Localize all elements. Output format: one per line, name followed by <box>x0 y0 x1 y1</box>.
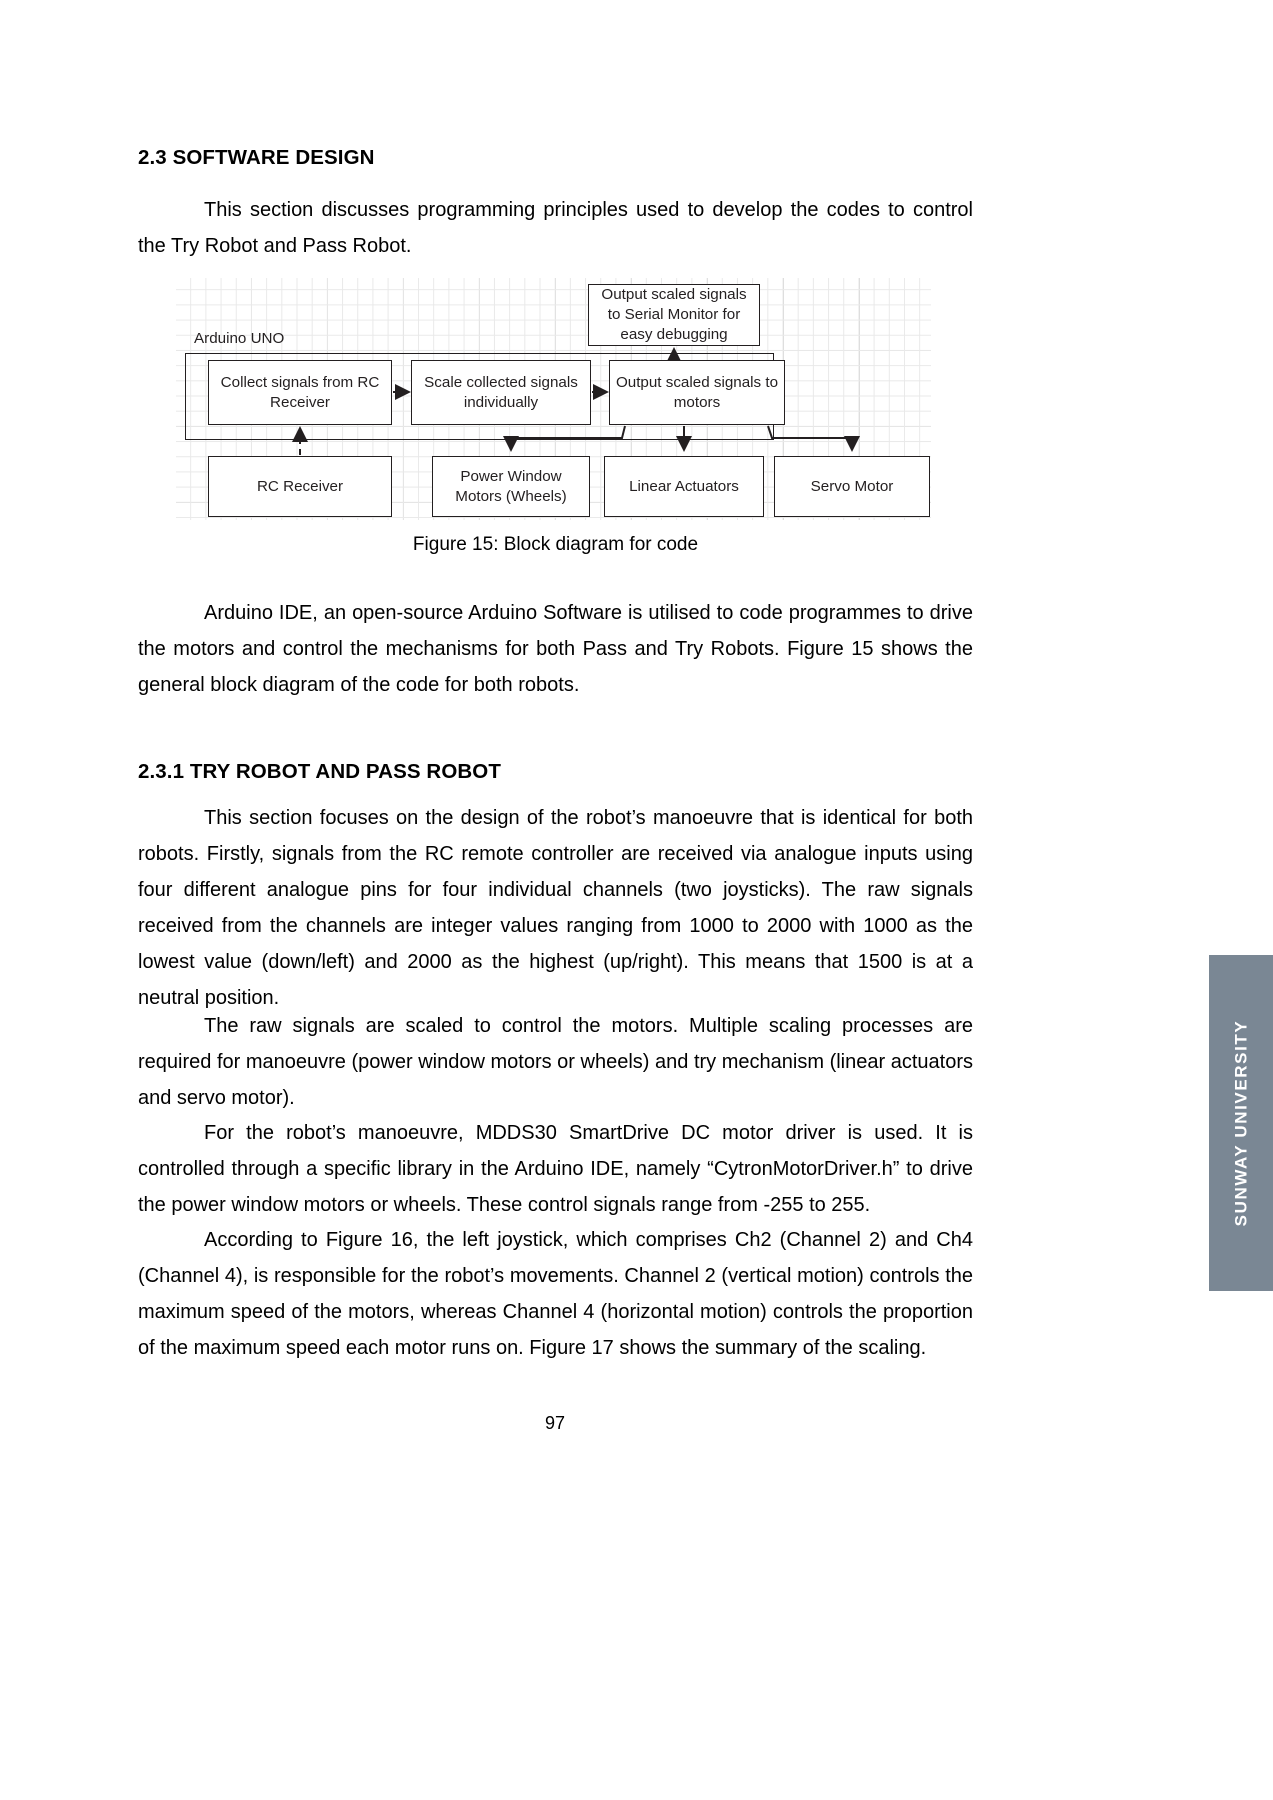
diagram-block-rc-receiver: RC Receiver <box>208 456 392 517</box>
paragraph-intro: This section discusses programming principles used to develop the codes to control the Try Robot and Pass Robot. <box>138 199 973 257</box>
paragraph-mdds30-driver: For the robot’s manoeuvre, MDDS30 SmartDrive DC motor driver is used. It is controlled through a specific library in the Arduino IDE, namely “CytronMotorDriver.h” to drive the power window motors or wheels. These control signals range from -255 to 255. <box>138 1122 973 1216</box>
paragraph-arduino-ide: Arduino IDE, an open-source Arduino Software is utilised to code programmes to drive the motors and control the mechanisms for both Pass and Try Robots. Figure 15 shows the general block diagram of the code for both robots. <box>138 602 973 696</box>
side-tab-label: SUNWAY UNIVERSITY <box>1231 1019 1251 1227</box>
paragraph-figure-16-joystick: According to Figure 16, the left joystick, which comprises Ch2 (Channel 2) and Ch4 (Channel 4), is responsible for the robot’s movements. Channel 2 (vertical motion) controls the maximum speed of the motors, whereas Channel 4 (horizontal motion) controls the proportion of the maximum speed each motor runs on. Figure 17 shows the summary of the scaling. <box>138 1229 973 1359</box>
arduino-uno-label: Arduino UNO <box>194 330 285 347</box>
side-tab-university <box>1209 955 1273 1291</box>
page-number: 97 <box>544 1413 566 1433</box>
diagram-block-servo-motor: Servo Motor <box>774 456 930 517</box>
paragraph-raw-signals: The raw signals are scaled to control the motors. Multiple scaling processes are required for manoeuvre (power window motors or wheels) and try mechanism (linear actuators and servo motor). <box>138 1015 973 1109</box>
diagram-block-linear-actuators: Linear Actuators <box>604 456 764 517</box>
paragraph-section-focus: This section focuses on the design of the robot’s manoeuvre that is identical for both robots. Firstly, signals from the RC remote controller are received via analogue inputs using four different analogue pins for four individual channels (two joysticks). The raw signals received from the channels are integer values ranging from 1000 to 2000 with 1000 as the lowest value (down/left) and 2000 as the highest (up/right). This means that 1500 is at a neutral position. <box>138 807 973 1009</box>
figure-15-block-diagram <box>176 278 931 520</box>
diagram-block-output-to-motors: Output scaled signals to motors <box>609 360 785 425</box>
diagram-block-serial-monitor: Output scaled signals to Serial Monitor for easy debugging <box>588 284 760 346</box>
figure-15-caption: Figure 15: Block diagram for code <box>412 534 699 555</box>
diagram-block-power-window-motors: Power Window Motors (Wheels) <box>432 456 590 517</box>
diagram-block-scale-signals: Scale collected signals individually <box>411 360 591 425</box>
page-heading-software-design: 2.3 SOFTWARE DESIGN <box>138 146 375 169</box>
diagram-block-collect-signals: Collect signals from RC Receiver <box>208 360 392 425</box>
page-heading-try-pass-robot: 2.3.1 TRY ROBOT AND PASS ROBOT <box>138 760 501 783</box>
